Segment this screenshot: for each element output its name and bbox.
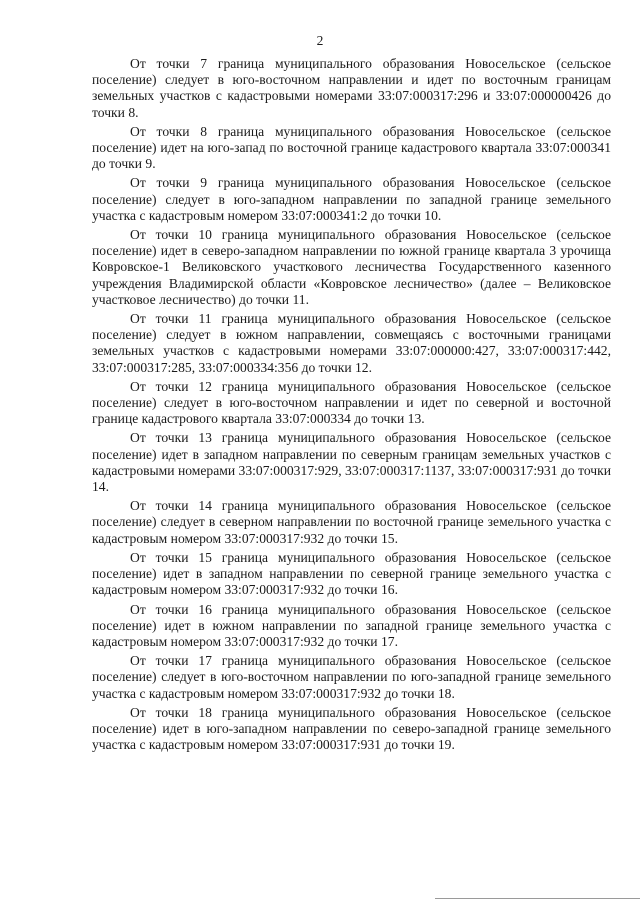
paragraph-point-16: От точки 16 граница муниципального образования Новосельское (сельское поселение) идет в южном направлении по западной границе земельного участка с кадастровым номером 33:07:000317:932 до точки 17. xyxy=(92,601,611,649)
paragraph-point-9: От точки 9 граница муниципального образования Новосельское (сельское поселение) следует в юго-западном направлении по западной границе земельного участка с кадастровым номером 33:07:000341:2 до точки 10. xyxy=(92,175,611,223)
paragraph-point-11: От точки 11 граница муниципального образования Новосельское (сельское поселение) следует в южном направлении, совмещаясь с восточными границами земельных участков с кадастровыми номерами 33:07:000000:427, 33:07:000317:442, 33:07:000317:285, 33:07:000334:356 до точки 12. xyxy=(92,311,611,375)
document-body xyxy=(92,56,611,756)
bottom-edge-line xyxy=(435,898,640,899)
paragraph-point-17: От точки 17 граница муниципального образования Новосельское (сельское поселение) следует в юго-восточном направлении по юго-западной границе земельного участка с кадастровым номером 33:07:000317:932 до точки 18. xyxy=(92,653,611,701)
paragraph-point-14: От точки 14 граница муниципального образования Новосельское (сельское поселение) следует в северном направлении по восточной границе земельного участка с кадастровым номером 33:07:000317:932 до точки 15. xyxy=(92,498,611,546)
paragraph-point-8: От точки 8 граница муниципального образования Новосельское (сельское поселение) идет на юго-запад по восточной границе кадастрового квартала 33:07:000341 до точки 9. xyxy=(92,123,611,172)
paragraph-point-15: От точки 15 граница муниципального образования Новосельское (сельское поселение) идет в западном направлении по северной границе земельного участка с кадастровым номером 33:07:000317:932 до точки 16. xyxy=(92,549,611,598)
paragraph-point-18: От точки 18 граница муниципального образования Новосельское (сельское поселение) идет в юго-западном направлении по северо-западной границе земельного участка с кадастровым номером 33:07:000317:931 до точки 19. xyxy=(92,704,611,753)
page-number: 2 xyxy=(316,33,324,48)
paragraph-point-10: От точки 10 граница муниципального образования Новосельское (сельское поселение) идет в северо-западном направлении по южной границе квартала 3 урочища Ковровское-1 Великовского участкового лесничества Государственного казенного учреждения Владимирской области «Ковровское лесничество» (далее – Великовское участковое лесничество) до точки 11. xyxy=(92,227,611,307)
paragraph-point-7: От точки 7 граница муниципального образования Новосельское (сельское поселение) следует в юго-восточном направлении и идет по восточным границам земельных участков с кадастровыми номерами 33:07:000317:296 и 33:07:000000426 до точки 8. xyxy=(92,56,611,120)
paragraph-point-12: От точки 12 граница муниципального образования Новосельское (сельское поселение) следует в юго-восточном направлении и идет по северной и восточной границе кадастрового квартала 33:07:000334 до точки 13. xyxy=(92,378,611,427)
paragraph-point-13: От точки 13 граница муниципального образования Новосельское (сельское поселение) идет в западном направлении по северным границам земельных участков с кадастровыми номерами 33:07:000317:929, 33:07:000317:1137, 33:07:000317:931 до точки 14. xyxy=(92,430,611,495)
